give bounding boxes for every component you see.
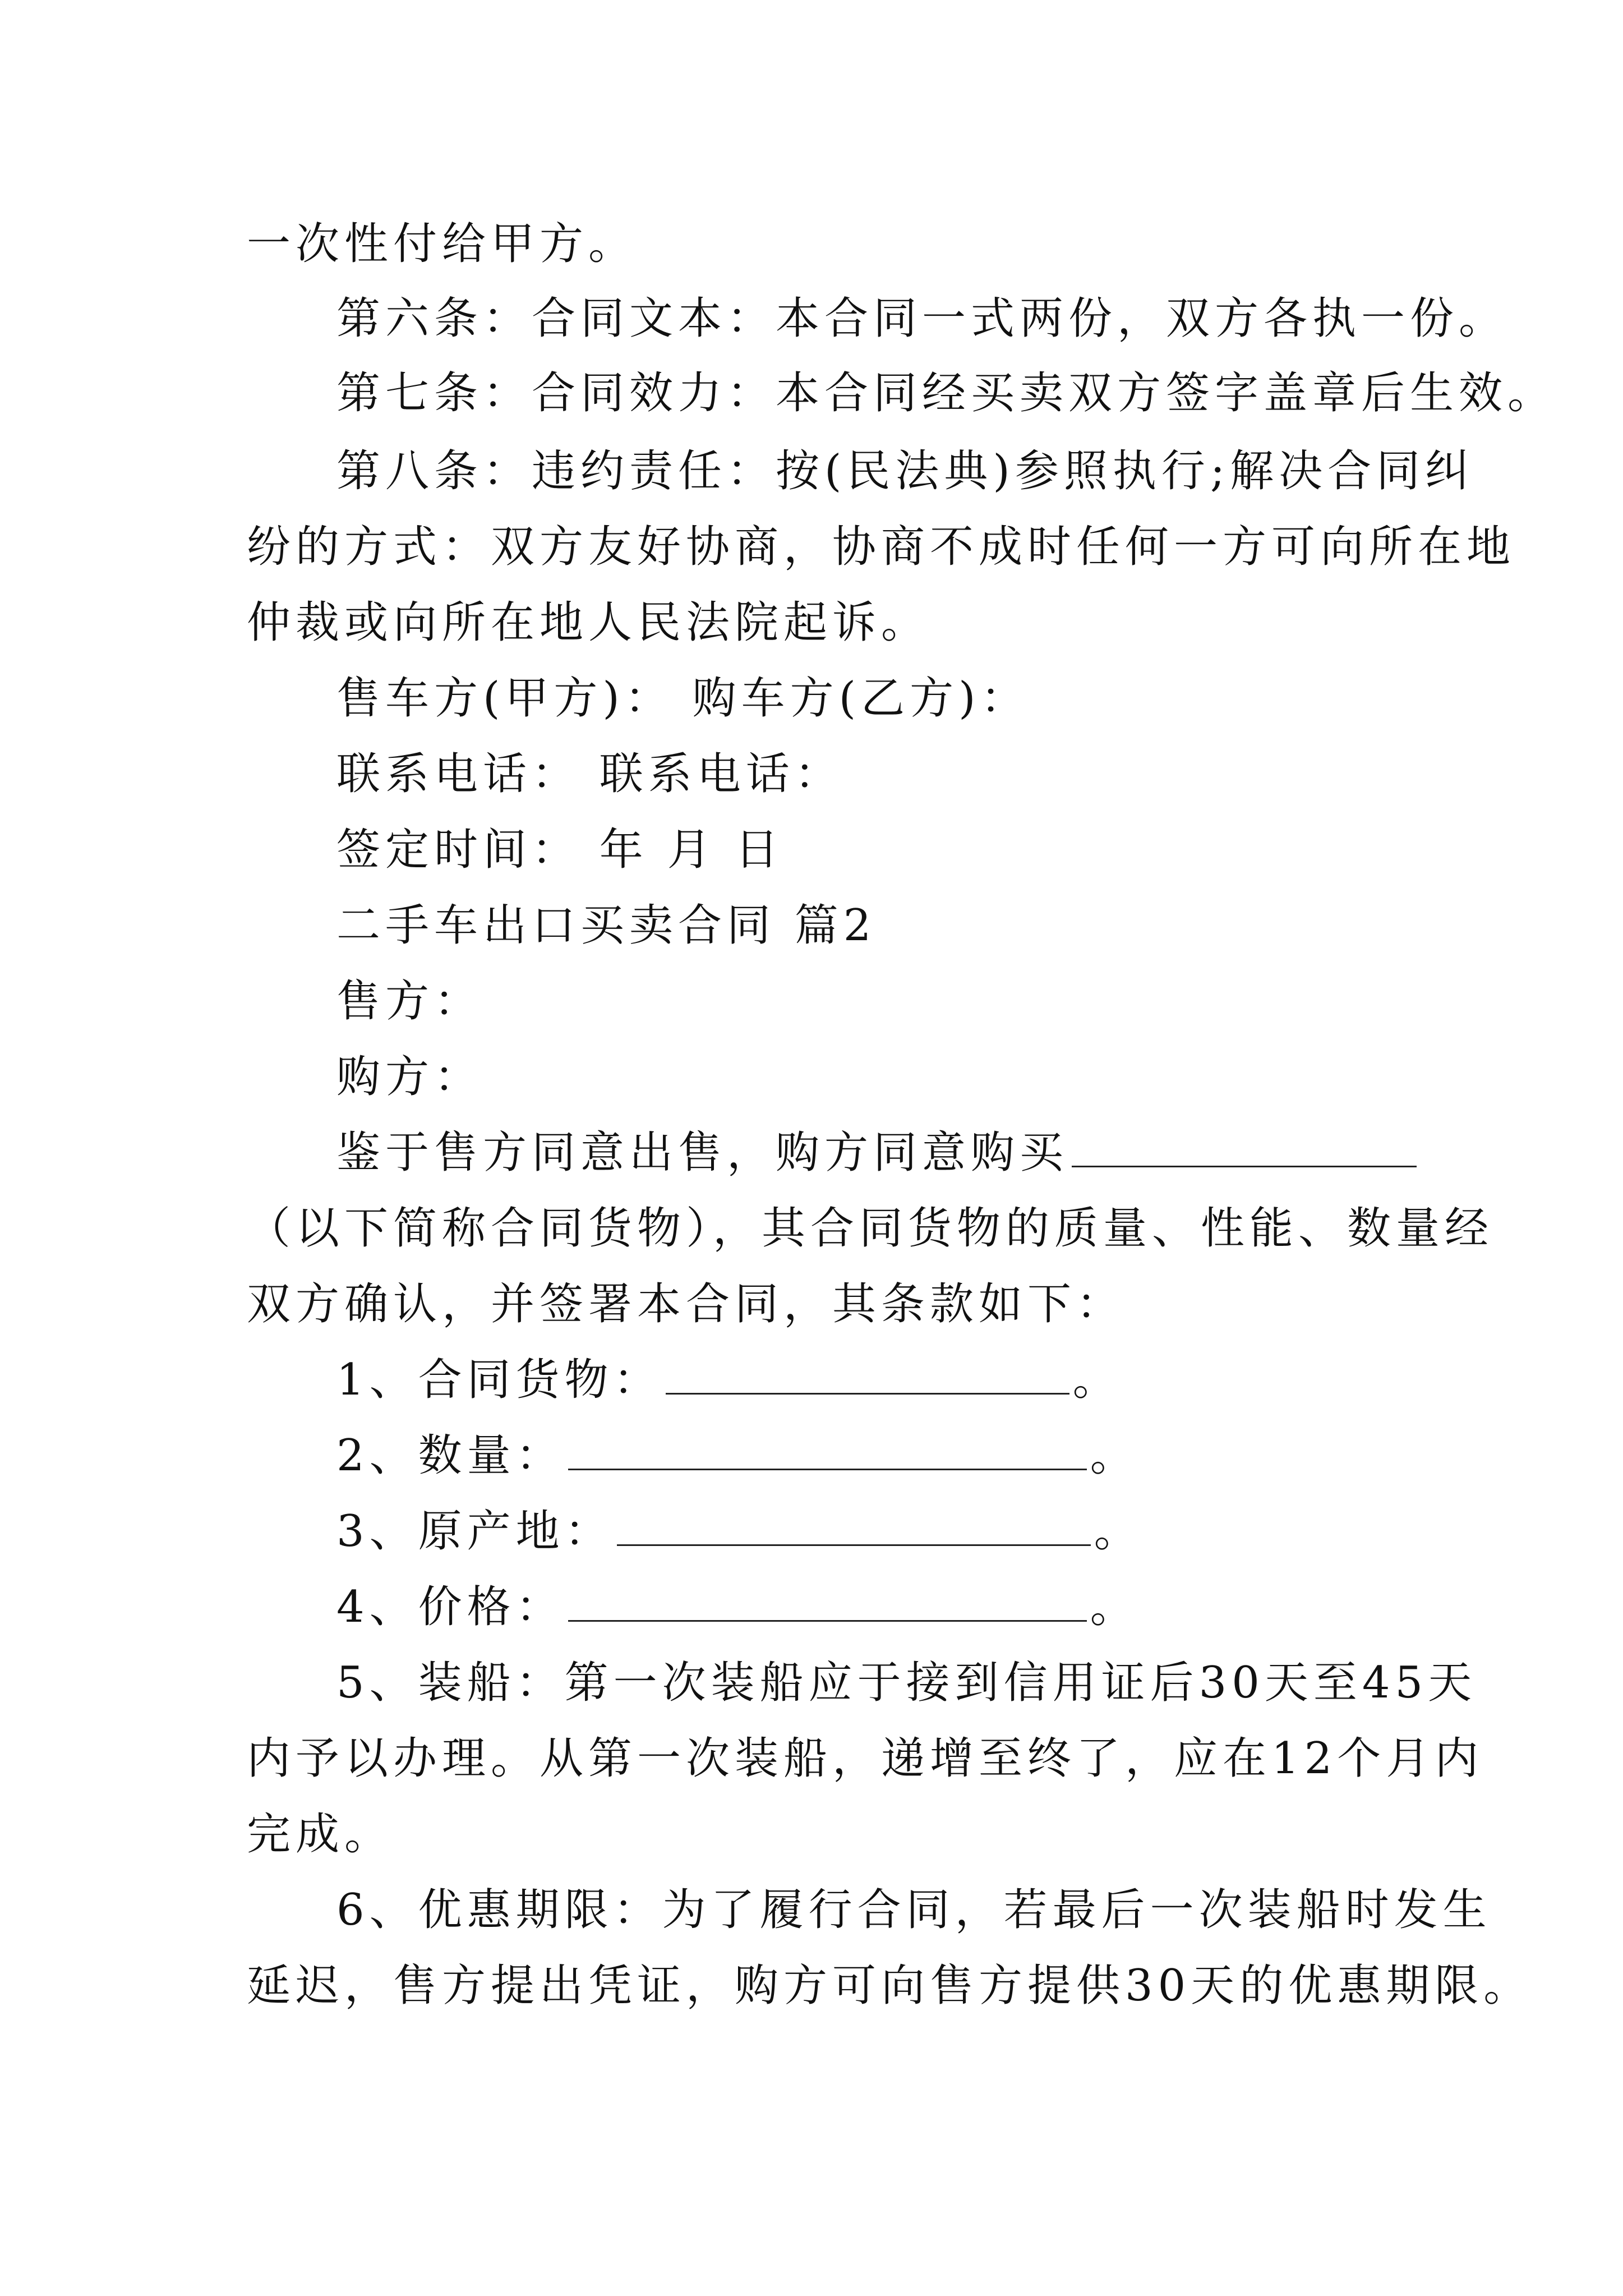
clause-quantity [336, 1428, 1139, 1484]
goods-blank [1072, 1126, 1417, 1167]
preamble-text: 鉴于售方同意出售，购方同意购买 [336, 1128, 1069, 1178]
signature-parties: 售车方(甲方)： 购车方(乙方)： [336, 673, 1030, 724]
clause-label: 2、数量： [336, 1430, 565, 1481]
clause-label: 1、合同货物： [336, 1355, 662, 1405]
text-line: 内予以办理。从第一次装船，递增至终了，应在12个月内 [247, 1733, 1484, 1784]
section-heading: 二手车出口买卖合同 篇2 [336, 900, 877, 951]
text-line: 双方确认，并签署本合同，其条款如下： [247, 1279, 1126, 1329]
preamble-line [336, 1125, 1420, 1181]
text-line: 仲裁或向所在地人民法院起诉。 [247, 597, 930, 648]
clause-grace-period: 6、优惠期限：为了履行合同，若最后一次装船时发生 [336, 1885, 1492, 1935]
text-line: 一次性付给甲方。 [247, 219, 638, 269]
buyer-field: 购方： [336, 1052, 483, 1102]
goods-field-blank [666, 1354, 1069, 1395]
article-8: 第八条：违约责任：按(民法典)参照执行;解决合同纠 [336, 446, 1474, 496]
clause-price [336, 1579, 1139, 1635]
period: 。 [1072, 1355, 1122, 1405]
period: 。 [1094, 1506, 1143, 1557]
signing-date: 签定时间： 年 月 日 [336, 825, 784, 875]
text-line: 纷的方式：双方友好协商，协商不成时任何一方可向所在地 [247, 522, 1516, 572]
origin-field-blank [617, 1505, 1091, 1546]
clause-label: 3、原产地： [336, 1506, 614, 1557]
price-field-blank [568, 1581, 1087, 1622]
clause-label: 4、价格： [336, 1582, 565, 1632]
text-line: （以下简称合同货物），其合同货物的质量、性能、数量经 [247, 1203, 1494, 1254]
clause-shipment: 5、装船：第一次装船应于接到信用证后30天至45天 [336, 1658, 1477, 1708]
quantity-field-blank [568, 1429, 1087, 1470]
seller-field: 售方： [336, 976, 483, 1027]
clause-goods [336, 1352, 1122, 1408]
contact-phones: 联系电话： 联系电话： [336, 749, 843, 799]
period: 。 [1090, 1430, 1139, 1481]
text-line: 延迟，售方提出凭证，购方可向售方提供30天的优惠期限。 [247, 1961, 1533, 2011]
article-6: 第六条：合同文本：本合同一式两份，双方各执一份。 [336, 293, 1508, 344]
text-line: 完成。 [247, 1809, 394, 1860]
article-7: 第七条：合同效力：本合同经买卖双方签字盖章后生效。 [336, 368, 1557, 418]
clause-origin [336, 1503, 1143, 1559]
period: 。 [1090, 1582, 1139, 1632]
